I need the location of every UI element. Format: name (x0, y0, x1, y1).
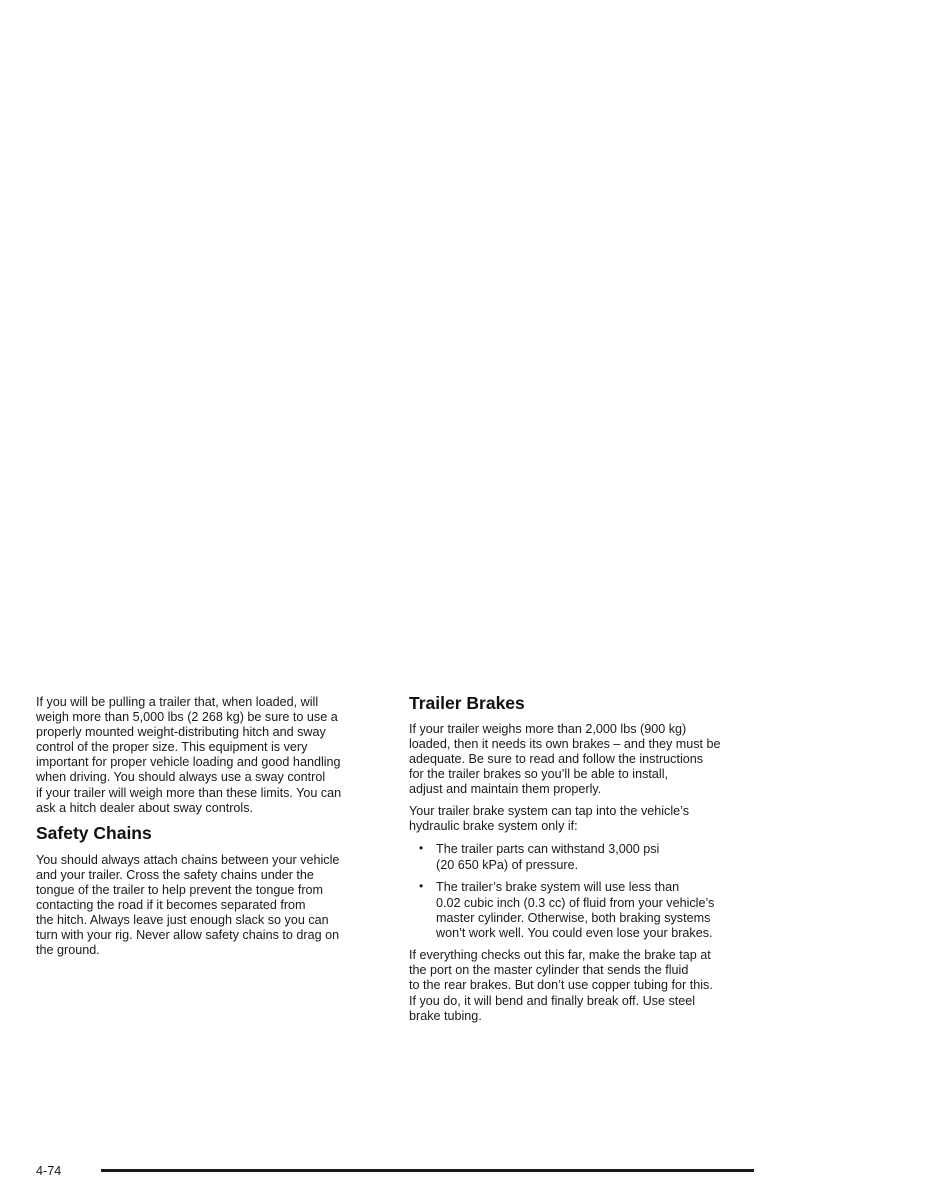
safety-chains-text-line: and your trailer. Cross the safety chains under the (36, 868, 314, 882)
brake-tap-text-line: brake tubing. (409, 1009, 482, 1023)
intro-text-line: when driving. You should always use a sway control (36, 770, 326, 784)
intro-text-line: control of the proper size. This equipment is very (36, 740, 308, 754)
brake-system-text-line: Your trailer brake system can tap into the vehicle’s (409, 804, 690, 818)
brake-system-text-line: hydraulic brake system only if: (409, 819, 578, 833)
trailer-brakes-heading: Trailer Brakes (409, 693, 525, 713)
trailer-brakes-text-line: adjust and maintain them properly. (409, 782, 602, 796)
intro-text-line: properly mounted weight-distributing hitch and sway (36, 725, 326, 739)
bullet-item-text-line: 0.02 cubic inch (0.3 cc) of fluid from your vehicle’s (436, 896, 715, 910)
footer-rule (101, 1169, 754, 1172)
intro-text-line: if your trailer will weigh more than these limits. You can (36, 786, 342, 800)
brake-tap-text-line: the port on the master cylinder that sends the fluid (409, 963, 689, 977)
trailer-brakes-text-line: adequate. Be sure to read and follow the instructions (409, 752, 704, 766)
safety-chains-text-line: You should always attach chains between your vehicle (36, 853, 340, 867)
intro-text-line: ask a hitch dealer about sway controls. (36, 801, 254, 815)
safety-chains-text-line: the hitch. Always leave just enough slack so you can (36, 913, 329, 927)
intro-text-line: important for proper vehicle loading and good handling (36, 755, 341, 769)
brake-tap-text-line: to the rear brakes. But don’t use copper tubing for this. (409, 978, 713, 992)
bullet-item-text-line: won’t work well. You could even lose your brakes. (436, 926, 713, 940)
safety-chains-text-line: turn with your rig. Never allow safety chains to drag on (36, 928, 340, 942)
safety-chains-text-line: contacting the road if it becomes separated from (36, 898, 306, 912)
intro-text-line: weigh more than 5,000 lbs (2 268 kg) be sure to use a (36, 710, 338, 724)
bullet-item-text-line: The trailer parts can withstand 3,000 psi (436, 842, 660, 856)
safety-chains-heading: Safety Chains (36, 823, 152, 843)
page-number: 4-74 (36, 1164, 62, 1178)
bullet-icon: • (419, 841, 424, 855)
bullet-item-text-line: master cylinder. Otherwise, both braking systems (436, 911, 711, 925)
trailer-brakes-text-line: loaded, then it needs its own brakes – and they must be (409, 737, 721, 751)
bullet-item-text-line: The trailer’s brake system will use less than (436, 880, 680, 894)
safety-chains-text-line: tongue of the trailer to help prevent the tongue from (36, 883, 324, 897)
brake-tap-text-line: If you do, it will bend and finally break off. Use steel (409, 994, 696, 1008)
brake-tap-text-line: If everything checks out this far, make the brake tap at (409, 948, 711, 962)
bullet-icon: • (419, 879, 424, 893)
trailer-brakes-text-line: If your trailer weighs more than 2,000 lbs (900 kg) (409, 722, 687, 736)
trailer-brakes-text-line: for the trailer brakes so you’ll be able to install, (409, 767, 669, 781)
safety-chains-text-line: the ground. (36, 943, 100, 957)
bullet-item-text-line: (20 650 kPa) of pressure. (436, 858, 579, 872)
intro-text-line: If you will be pulling a trailer that, when loaded, will (36, 695, 319, 709)
